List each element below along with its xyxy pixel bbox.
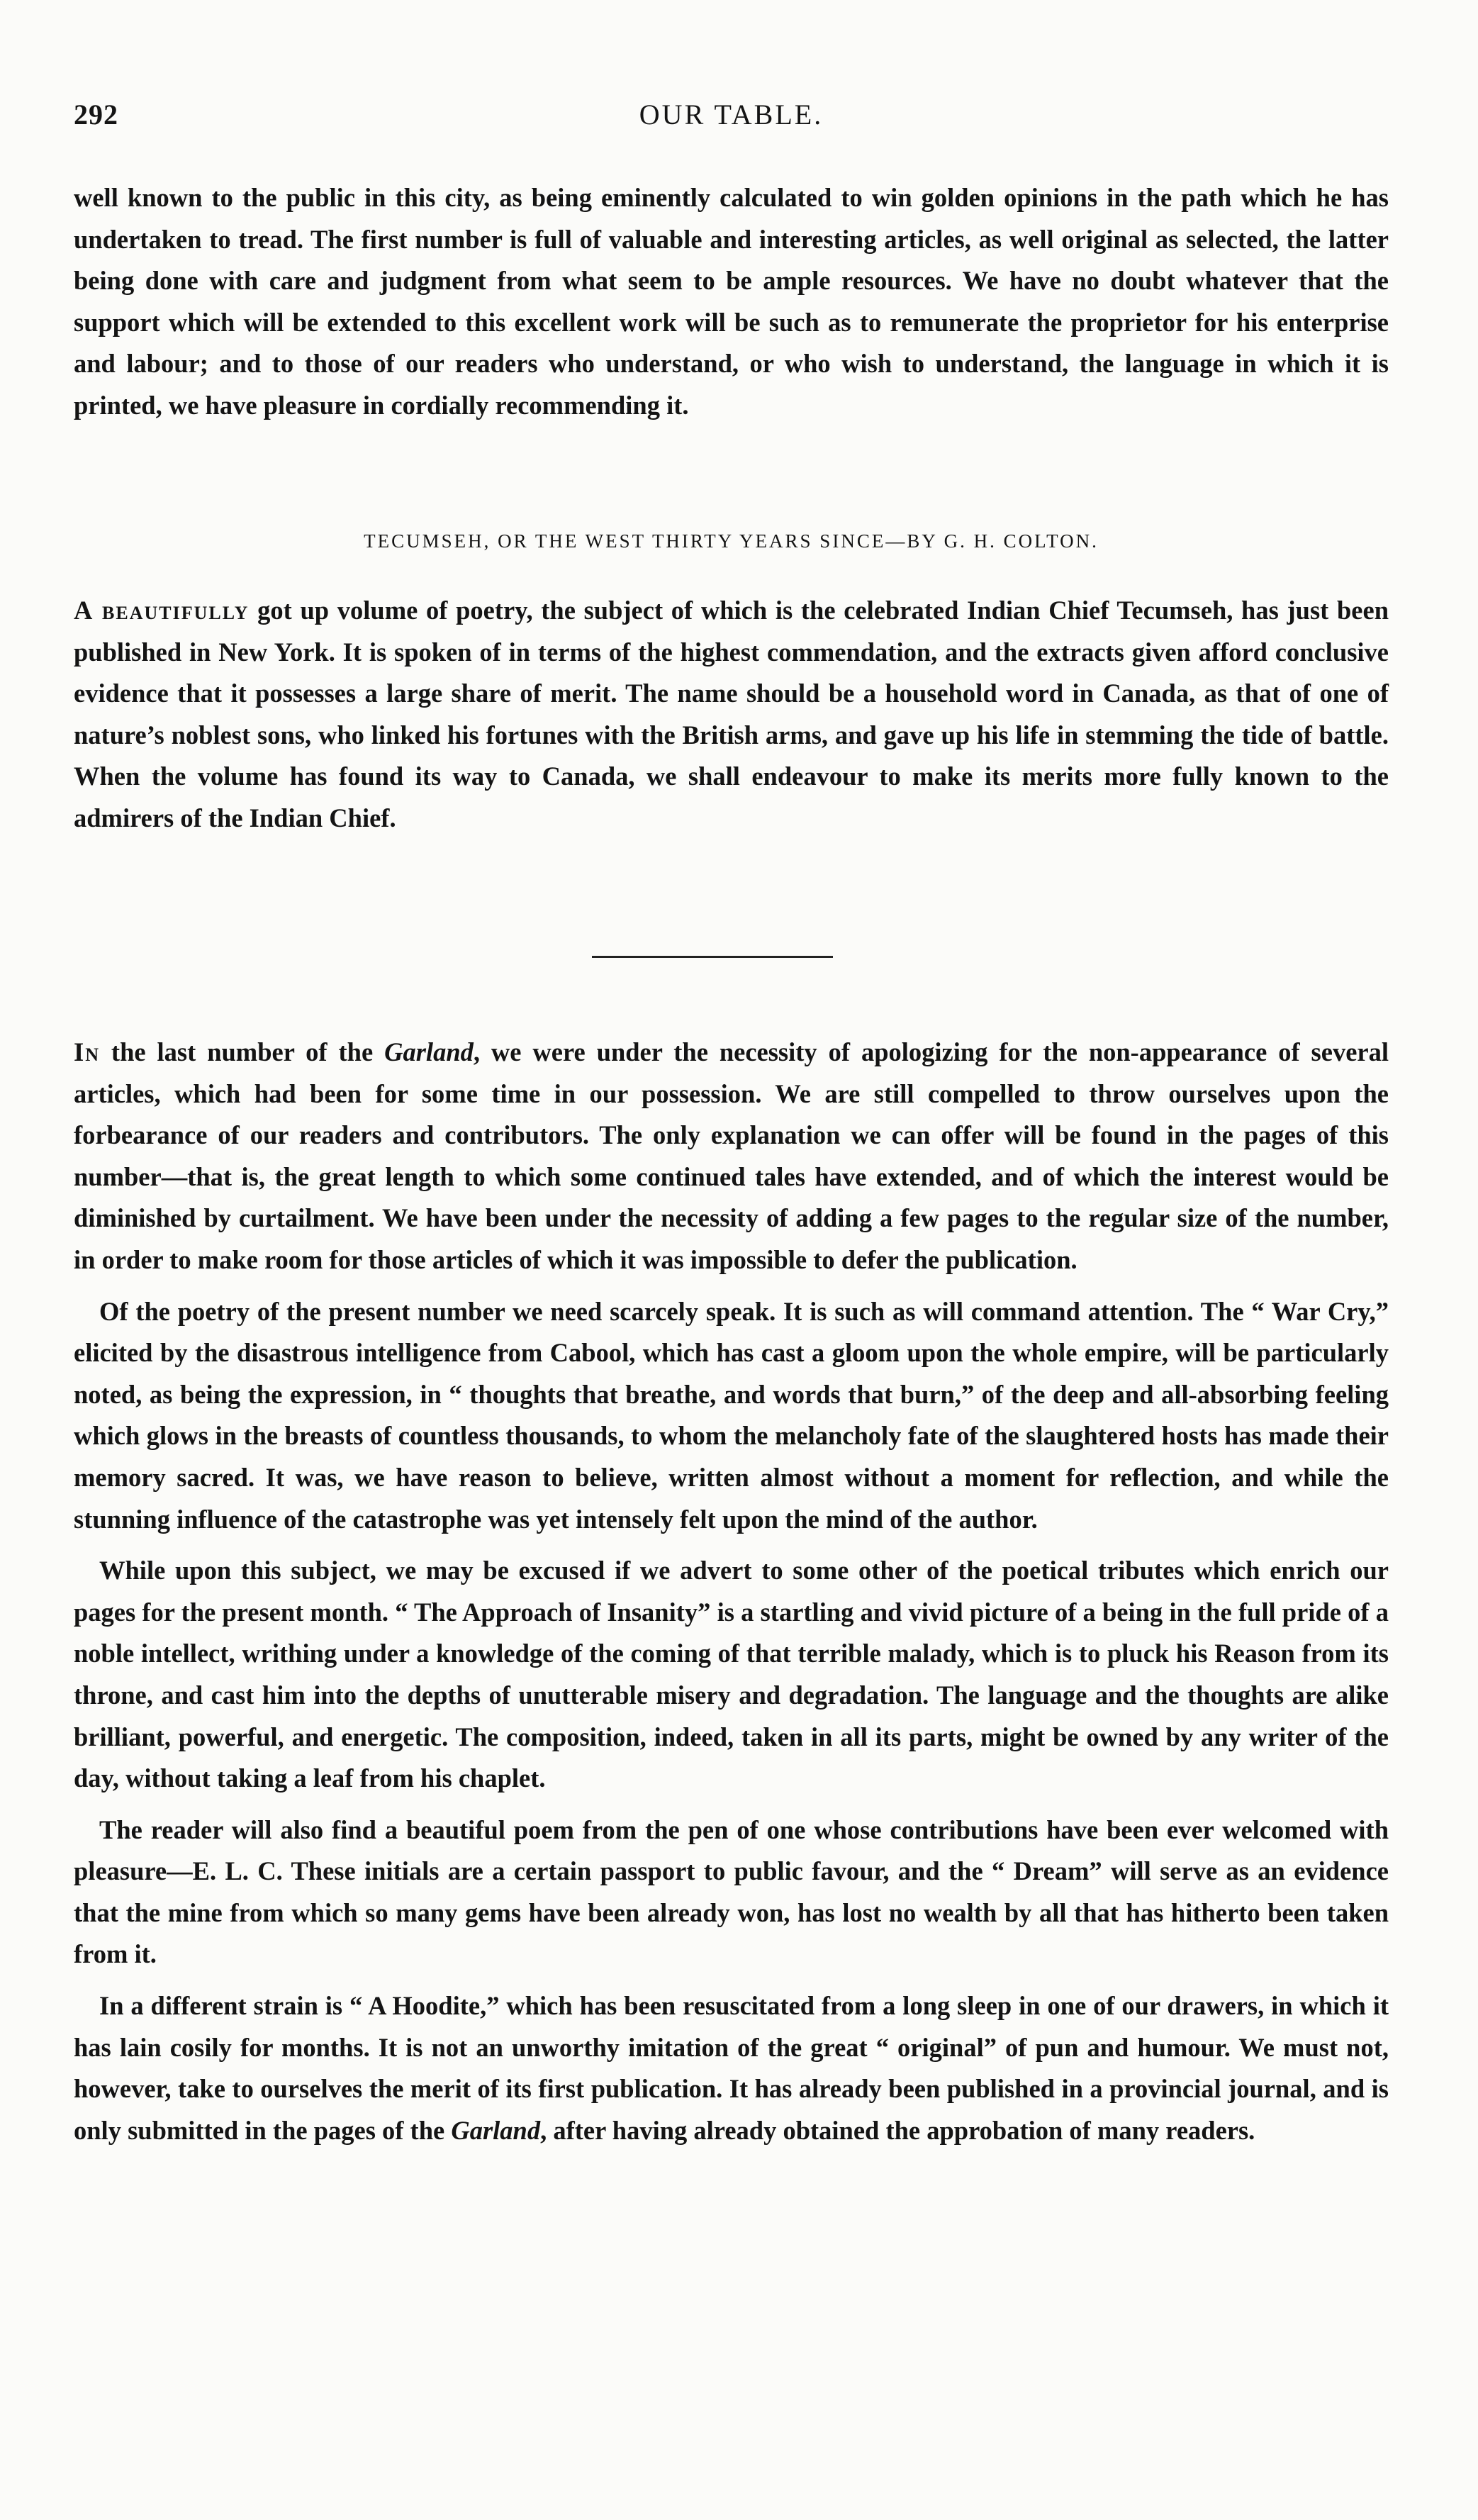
editorial-paragraph-2: Of the poetry of the present number we need scarcely speak. It is such as will command attention. The “ War Cry,” elicited by the disastrous intelligence from Cabool, which has cast a gloom upon the whole empire, will be particularly noted, as being the expression, in “ thoughts that breathe, and words that burn,” of the deep and all-absorbing feeling which glows in the breasts of countless thousands, to whom the melancholy fate of the slaughtered hosts has made their memory sacred. It was, we have reason to believe, written almost without a moment for reflection, and while the stunning influence of the catastrophe was yet intensely felt upon the mind of the author. [74, 1296, 1389, 1534]
review-body: got up volume of poetry, the subject of which is the celebrated Indian Chief Tecumseh, has just been published in New York. It is spoken of in terms of the highest commendation, and the extracts given afford conclusive evidence that it possesses a large share of merit. The name should be a household word in Canada, as that of one of nature’s noblest sons, who linked his fortunes with the British arms, and gave up his life in stemming the tide of battle. When the volume has found its way to Canada, we shall endeavour to make its merits more fully known to the admirers of the Indian Chief. [74, 596, 1389, 832]
section-divider [592, 956, 833, 958]
editorial-p5-text-a: In a different strain is “ A Hoodite,” which has been resuscitated from a long sleep in one of our drawers, in which it has lain cosily for months. It is not an unworthy imitation of the great “ original” of pun and humour. We must not, however, take to ourselves the merit of its first publication. It has already been published in a provincial journal, and is only submitted in the pages of the [74, 1991, 1389, 2145]
intro-section [74, 177, 1389, 427]
running-head [74, 98, 1389, 140]
editorial-section [74, 1032, 1389, 2151]
page-number: 292 [74, 99, 118, 130]
editorial-p1-text-a: the last number of the [99, 1037, 385, 1066]
editorial-paragraph-5 [74, 1985, 1389, 2151]
intro-paragraph: well known to the public in this city, as being eminently calculated to win golden opinions in the path which he has undertaken to tread. The first number is full of valuable and interesting articles, as well original as selected, the latter being done with care and judgment from what seem to be ample resources. We have no doubt whatever that the support which will be extended to this excellent work will be such as to remunerate the proprietor for his enterprise and labour; and to those of our readers who understand, or who wish to understand, the language in which it is printed, we have pleasure in cordially recommending it. [74, 183, 1389, 420]
garland-title-2: Garland [451, 2115, 541, 2145]
running-title: OUR TABLE. [639, 99, 824, 130]
review-lead: A beautifully [74, 596, 250, 625]
editorial-paragraph-3: While upon this subject, we may be excused if we advert to some other of the poetical tributes which enrich our pages for the present month. “ The Approach of Insanity” is a startling and vivid picture of a being in the full pride of a noble intellect, writhing under a knowledge of the coming of that terrible malady, which is to pluck his Reason from its throne, and cast him into the depths of unutterable misery and degradation. The language and the thoughts are alike brilliant, powerful, and energetic. The composition, indeed, taken in all its parts, might be owned by any writer of the day, without taking a leaf from his chaplet. [74, 1556, 1389, 1793]
garland-title: Garland [384, 1037, 474, 1066]
editorial-paragraph-4: The reader will also find a beautiful poem from the pen of one whose contributions have been ever welcomed with pleasure—E. L. C. These initials are a certain passport to public favour, and the “ Dream” will serve as an evidence that the mine from which so many gems have been already won, has lost no wealth by all that has hitherto been taken from it. [74, 1814, 1389, 1969]
review-paragraph [74, 590, 1389, 840]
editorial-lead: In [74, 1037, 100, 1066]
editorial-paragraph-1 [74, 1032, 1389, 1281]
review-heading: TECUMSEH, OR THE WEST THIRTY YEARS SINCE—BY G. H. COLTON. [364, 530, 1099, 552]
editorial-p1-text-b: , we were under the necessity of apologizing for the non-appearance of several articles, which had been for some time in our possession. We are still compelled to throw ourselves upon the forbearance of our readers and contributors. The only explanation we can offer will be found in the pages of this number—that is, the great length to which some continued tales have extended, and of which the interest would be diminished by curtailment. We have been under the necessity of adding a few pages to the regular size of the number, in order to make room for those articles of which it was impossible to defer the publication. [74, 1037, 1389, 1274]
review-section [74, 590, 1389, 840]
editorial-p5-text-b: , after having already obtained the approbation of many readers. [540, 2115, 1255, 2145]
